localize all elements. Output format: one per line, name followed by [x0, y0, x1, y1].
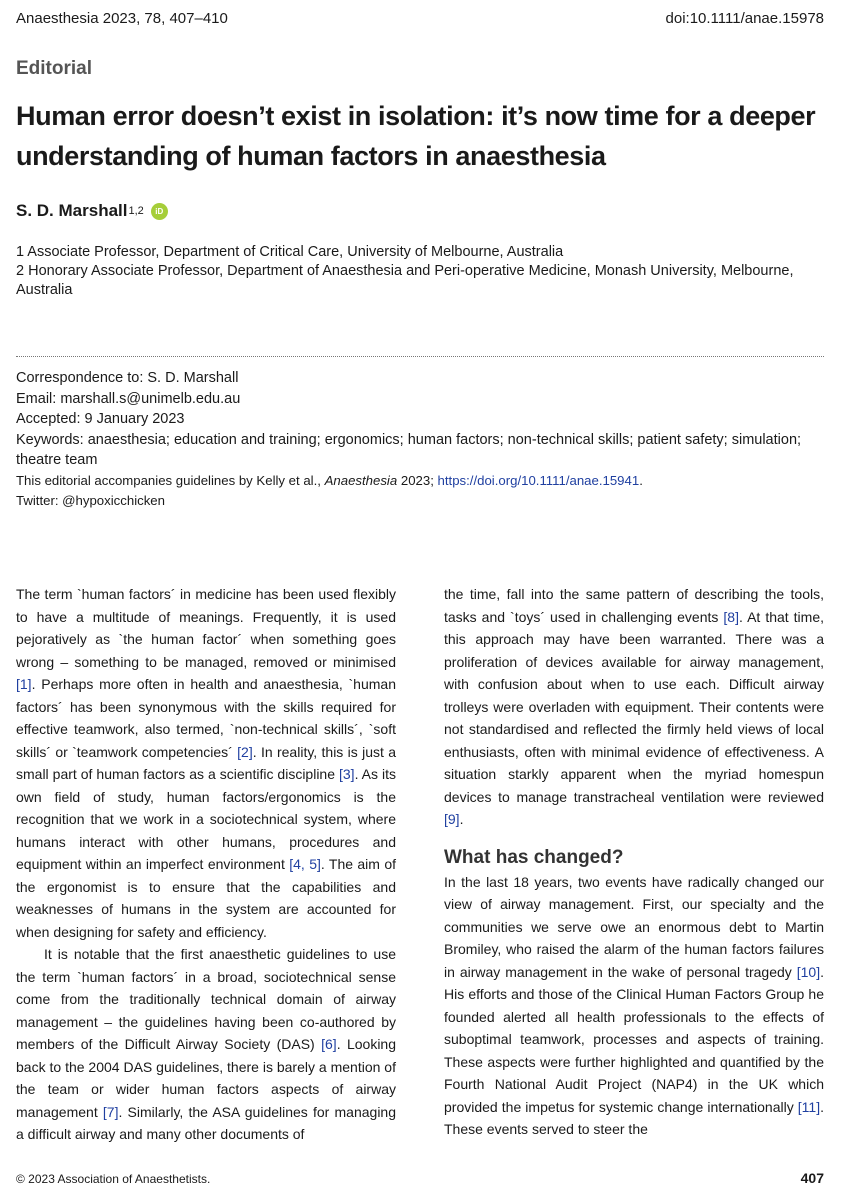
affiliation-2: 2 Honorary Associate Professor, Department of Anaesthesia and Peri-operative Medicine, Monash University, Melbourne, Australia — [16, 263, 794, 298]
accompanies-prefix: This editorial accompanies guidelines by Kelly et al., — [16, 472, 325, 488]
copyright: © 2023 Association of Anaesthetists. — [16, 1172, 211, 1186]
accompanies-note — [16, 471, 828, 492]
doi-text: doi:10.1111/anae.15978 — [665, 10, 824, 27]
correspondence: Correspondence to: S. D. Marshall — [16, 370, 239, 386]
paragraph-4: In the last 18 years, two events have radically changed our view of airway management. First, our specialty and the communities we serve owe an enormous debt to Martin Bromiley, who raised the alarm of the human factors failures in airway management in the wake of personal tragedy [10]. His efforts and those of the Clinical Human Factors Group he founded alerted all health professionals to the effects of suboptimal teamwork, processes and aspects of training. These aspects were further highlighted and quantified by the Fourth National Audit Project (NAP4) in the UK which provided the impetus for systemic change internationally [11]. These events served to steer the — [444, 873, 824, 1137]
citation-link[interactable]: [11] — [797, 1098, 821, 1115]
paragraph-1: The term `human factors´ in medicine has been used flexibly to have a multitude of meanings. Frequently, it is used pejoratively as `the human factor´ when something goes wrong – something to be managed, removed or minimised [1]. Perhaps more often in health and anaesthesia, `human factors´ has been synonymous with the skills required for effective teamwork, also termed, `non-technical skills´, `soft skills´ or `teamwork competencies´ [2]. In reality, this is just a small part of human factors as a scientific discipline [3]. As its own field of study, human factors/ergonomics is the recognition that we work in a sociotechnical system, where humans interact with other humans, procedures and equipment within an imperfect environment [4, 5]. The aim of the ergonomist is to ensure that the capabilities and weaknesses of humans in the system are accounted for when designing for safety and efficiency. — [16, 586, 397, 940]
citation-link[interactable]: [10] — [796, 963, 821, 980]
accompanies-journal: Anaesthesia — [324, 472, 398, 488]
section-label: Editorial — [16, 58, 93, 79]
body-column-right — [444, 583, 824, 1141]
article-title: Human error doesn’t exist in isolation: it’s now time for a deeper understanding of human factors in anaesthesia — [16, 101, 816, 171]
section-heading: What has changed? — [444, 846, 624, 868]
paragraph-2: It is notable that the first anaesthetic guidelines to use the term `human factors´ in a broad, sociotechnical sense come from the traditionally technical domain of airway management – the guidelines having been co-authored by members of the Difficult Airway Society (DAS) [6]. Looking back to the 2004 DAS guidelines, there is barely a mention of the team or wider human factors aspects of airway management [7]. Similarly, the ASA guidelines for managing a difficult airway and many other documents of — [16, 946, 397, 1142]
citation-link[interactable]: [3] — [339, 766, 355, 782]
citation-link[interactable]: [2] — [237, 743, 253, 760]
keywords: Keywords: anaesthesia; education and training; ergonomics; human factors; non-technical skills; patient safety; simulation; theatre team — [16, 431, 802, 468]
paragraph-3: the time, fall into the same pattern of describing the tools, tasks and `toys´ used in challenging events [8]. At that time, this approach may have been warranted. There was a proliferation of devices available for airway management, with confusion about when to use each. Difficult airway trolleys were overladen with equipment. Their contents were not standardised and reflected the firmly held views of local enthusiasts, often with minimal evidence of effectiveness. A situation starkly apparent when the myriad homespun devices to manage transtracheal ventilation were reviewed [9]. — [444, 586, 825, 827]
citation-link[interactable]: [9] — [444, 811, 460, 827]
accepted-date: Accepted: 9 January 2023 — [16, 411, 185, 427]
author-line — [16, 201, 168, 221]
author-name: S. D. Marshall — [16, 201, 128, 220]
accompanies-doi-link[interactable]: https://doi.org/10.1111/anae.15941 — [437, 472, 640, 488]
accompanies-year: 2023; — [397, 472, 438, 488]
orcid-icon[interactable]: iD — [151, 203, 168, 220]
author-affil-sup: 1,2 — [128, 205, 144, 217]
page-number: 407 — [800, 1170, 824, 1186]
affiliation-1: 1 Associate Professor, Department of Critical Care, University of Melbourne, Australia — [16, 244, 564, 260]
twitter-handle: Twitter: @hypoxicchicken — [16, 493, 165, 508]
citation-link[interactable]: [4, 5] — [289, 856, 321, 872]
journal-citation: Anaesthesia 2023, 78, 407–410 — [16, 10, 228, 27]
citation-link[interactable]: [8] — [723, 608, 739, 625]
dotted-divider — [16, 356, 824, 357]
body-column-left — [16, 583, 396, 1146]
citation-link[interactable]: [7] — [102, 1103, 119, 1120]
accompanies-end: . — [639, 472, 643, 488]
email[interactable]: Email: marshall.s@unimelb.edu.au — [16, 390, 241, 407]
citation-link[interactable]: [1] — [16, 676, 32, 692]
article-meta — [16, 368, 828, 512]
affiliations — [16, 243, 816, 300]
citation-link[interactable]: [6] — [321, 1036, 337, 1052]
